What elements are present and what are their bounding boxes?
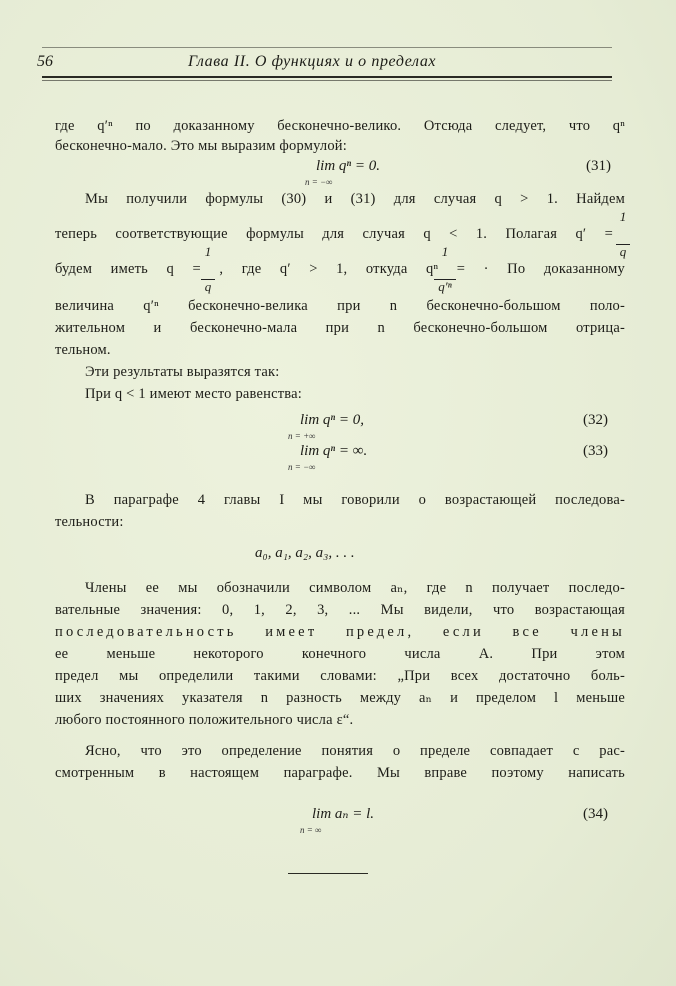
text-line: любого постоянного положительного числа ε“.: [55, 712, 354, 728]
equation-31-number: (31): [586, 158, 611, 174]
equation-33-number: (33): [583, 443, 608, 459]
equation-34-subscript: n = ∞: [300, 825, 322, 835]
header-rule: [42, 76, 612, 78]
text-line: последовательность имеет предел, если все члены: [55, 624, 625, 640]
text-line: предел мы определили такими словами: „При всех достаточно боль-: [55, 668, 625, 684]
text-line: бесконечно-мало. Это мы выразим формулой:: [55, 138, 347, 154]
equation-31-subscript: n = −∞: [305, 177, 333, 187]
page-number: 56: [37, 53, 53, 70]
text-line: Члены ее мы обозначили символом aₙ, где n получает последо-: [85, 580, 625, 596]
fraction-denominator: q: [616, 244, 630, 259]
text-line: теперь соответствующие формулы для случая q < 1. Полагая q′ =: [55, 226, 613, 242]
equation-33: lim qⁿ = ∞.: [300, 443, 368, 459]
text-line: вательные значения: 0, 1, 2, 3, ... Мы видели, что возрастающая: [55, 602, 625, 618]
text-line: В параграфе 4 главы I мы говорили о возрастающей последова-: [85, 492, 625, 508]
text-line: тельном.: [55, 342, 111, 358]
header-top-rule: [42, 47, 612, 48]
text-line: При q < 1 имеют место равенства:: [85, 386, 302, 402]
equation-34: lim aₙ = l.: [312, 806, 375, 822]
equation-31: lim qⁿ = 0.: [316, 158, 381, 174]
fraction-numerator: 1: [204, 244, 212, 259]
equation-33-subscript: n = −∞: [288, 462, 316, 472]
text-line: величина q′ⁿ бесконечно-велика при n бесконечно-большом поло-: [55, 298, 625, 314]
text-line: Мы получили формулы (30) и (31) для случая q > 1. Найдем: [85, 191, 625, 207]
text-line: Ясно, что это определение понятия о пределе совпадает с рас-: [85, 743, 625, 759]
equation-32-subscript: n = +∞: [288, 431, 316, 441]
text-line: будем иметь q = , где q′ > 1, откуда qⁿ = · По доказанному: [55, 261, 625, 277]
text-line: Эти результаты выразятся так:: [85, 364, 280, 380]
text-line: ших значениях указателя n разность между aₙ и пределом l меньше: [55, 690, 625, 706]
text-line: ее меньше некоторого конечного числа A. При этом: [55, 646, 625, 662]
running-title: Глава II. О функциях и о пределах: [188, 53, 437, 70]
fraction-denominator: q: [201, 279, 215, 294]
fraction-numerator: 1: [441, 244, 449, 259]
equation-32-number: (32): [583, 412, 608, 428]
fraction-numerator: 1: [619, 209, 627, 224]
fraction-denominator: q′ⁿ: [434, 279, 456, 294]
equation-34-number: (34): [583, 806, 608, 822]
equation-32: lim qⁿ = 0,: [300, 412, 365, 428]
text-line: где q′ⁿ по доказанному бесконечно-велико. Отсюда следует, что qⁿ: [55, 118, 625, 134]
end-rule: [288, 873, 368, 874]
text-line: жительном и бесконечно-мала при n бесконечно-большом отрица-: [55, 320, 625, 336]
sequence-expression: a₀, a₁, a₂, a₃, . . .: [255, 545, 355, 561]
text-line: смотренным в настоящем параграфе. Мы вправе поэтому написать: [55, 765, 625, 781]
header-rule-thin: [42, 80, 612, 81]
text-line: тельности:: [55, 514, 124, 530]
